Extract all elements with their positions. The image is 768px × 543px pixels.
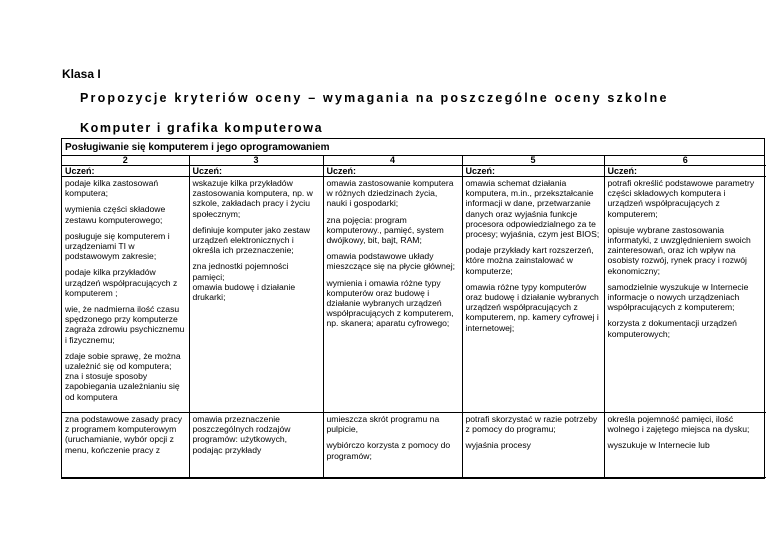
student-row bbox=[62, 166, 766, 177]
criterion: wymienia i omawia różne typy komputerów oraz budowę i działanie wybranych urządzeń współpracujących z komputerem, np. skanera; aparatu cyfrowego; bbox=[326, 277, 454, 329]
criterion: podaje kilka zastosowań komputera; bbox=[65, 178, 159, 199]
criterion: umieszcza skrót programu na pulpicie, bbox=[326, 414, 440, 435]
criterion: określa pojemność pamięci, ilość wolnego i zajętego miejsca na dysku; bbox=[607, 414, 750, 435]
class-label: Klasa I bbox=[62, 67, 101, 81]
document-title: Propozycje kryteriów oceny – wymagania na poszczególne oceny szkolne bbox=[80, 91, 669, 105]
criteria-cell-grade-2 bbox=[62, 177, 189, 413]
criteria-cell-grade-5 bbox=[462, 177, 604, 413]
criterion: omawia schemat działania komputera, m.in., przekształcanie informacji w dane, przetwarzanie danych oraz wyjaśnia funkcje procesora odpowiedzialnego za te procesy; wyjaśnia, czym jest BIOS; bbox=[465, 178, 600, 240]
criteria-row bbox=[62, 413, 766, 478]
section-heading: Posługiwanie się komputerem i jego oprogramowaniem bbox=[62, 139, 764, 156]
criterion: wskazuje kilka przykładów zastosowania komputera, np. w szkole, zakładach pracy i życiu społecznym; bbox=[192, 178, 313, 219]
criterion: wymienia części składowe zestawu komputerowego; bbox=[65, 204, 166, 225]
criterion bbox=[327, 215, 459, 246]
student-label: Uczeń: bbox=[189, 166, 323, 177]
criterion: wyjaśnia procesy bbox=[465, 440, 531, 451]
criterion: zna jednostki pojemności pamięci; bbox=[192, 261, 289, 282]
criteria-cell-grade-3 bbox=[189, 413, 323, 478]
criterion: wie, że nadmierna ilość czasu spędzonego przy komputerze zagraża zdrowiu psychicznemu i fizycznemu; bbox=[65, 304, 185, 345]
criteria-row bbox=[62, 177, 766, 413]
criterion: omawia budowę i działanie drukarki; bbox=[192, 281, 296, 303]
mark-dot: . bbox=[376, 224, 380, 235]
criterion: definiuje komputer jako zestaw urządzeń elektronicznych i określa ich przeznaczenie; bbox=[192, 224, 311, 256]
criteria-grid bbox=[62, 156, 766, 478]
criterion: omawia zastosowanie komputera w różnych dziedzinach życia, nauki i gospodarki; bbox=[326, 178, 454, 209]
criteria-cell-grade-6 bbox=[604, 177, 766, 413]
criteria-cell-grade-4 bbox=[323, 413, 462, 478]
grade-row bbox=[62, 156, 766, 166]
grade-header: 3 bbox=[189, 156, 323, 166]
criterion: opisuje wybrane zastosowania informatyki, z uwzględnieniem swoich zainteresowań, oraz ich wpływ na osobisty rozwój, rynek pracy i rozwój ekonomiczny; bbox=[607, 224, 751, 276]
criterion: potrafi skorzystać w razie potrzeby z pomocy do programu; bbox=[465, 414, 598, 435]
criteria-cell-grade-2 bbox=[62, 413, 189, 478]
criterion: podaje przykłady kart rozszerzeń, które można zainstalować w komputerze; bbox=[465, 245, 594, 276]
criterion: korzysta z dokumentacji urządzeń komputerowych; bbox=[607, 318, 737, 339]
student-label: Uczeń: bbox=[323, 166, 462, 177]
criterion-part: zna pojęcia: program komputerowy bbox=[326, 214, 407, 235]
criterion: zdaje sobie sprawę, że można uzależnić się od komputera; zna i stosuje sposoby zapobiegania uzależnianiu się od komputera bbox=[65, 350, 181, 402]
grade-header: 2 bbox=[62, 156, 189, 166]
criteria-cell-grade-4 bbox=[323, 177, 462, 413]
criterion: potrafi określić podstawowe parametry części składowych komputera i urządzeń współpracujących z komputerem; bbox=[607, 178, 755, 219]
criterion: wyszukuje w Internecie lub bbox=[607, 440, 710, 451]
criteria-cell-grade-6 bbox=[604, 413, 766, 478]
student-label: Uczeń: bbox=[462, 166, 604, 177]
criterion: posługuje się komputerem i urządzeniami TI w podstawowym zakresie; bbox=[65, 230, 170, 262]
student-label: Uczeń: bbox=[62, 166, 189, 177]
grade-header: 4 bbox=[323, 156, 462, 166]
criteria-cell-grade-5 bbox=[462, 413, 604, 478]
criterion: omawia różne typy komputerów oraz budowę i działanie wybranych urządzeń współpracujących z komputerem, np. kamery cyfrowej i internetowej; bbox=[465, 281, 599, 333]
criterion: zna podstawowe zasady pracy z programem komputerowym (uruchamianie, wybór opcji z menu, kończenie pracy z bbox=[65, 414, 183, 455]
document-subtitle: Komputer i grafika komputerowa bbox=[80, 121, 324, 135]
criterion: omawia przeznaczenie poszczególnych rodzajów programów: użytkowych, podając przykłady bbox=[192, 414, 291, 455]
criterion: wybiórczo korzysta z pomocy do programów; bbox=[326, 440, 451, 461]
student-label: Uczeń: bbox=[604, 166, 766, 177]
criterion: omawia podstawowe układy mieszczące się na płycie głównej; bbox=[326, 251, 455, 272]
criterion: podaje kilka przykładów urządzeń współpracujących z komputerem ; bbox=[65, 267, 178, 298]
grade-header: 6 bbox=[604, 156, 766, 166]
criteria-cell-grade-3 bbox=[189, 177, 323, 413]
grade-header: 5 bbox=[462, 156, 604, 166]
criterion-part: , pamięć, system dwójkowy, bit, bajt, RAM; bbox=[326, 224, 444, 246]
criteria-table bbox=[61, 138, 765, 479]
criterion: samodzielnie wyszukuje w Internecie informacje o nowych urządzeniach współpracujących z komputerem; bbox=[607, 281, 749, 313]
